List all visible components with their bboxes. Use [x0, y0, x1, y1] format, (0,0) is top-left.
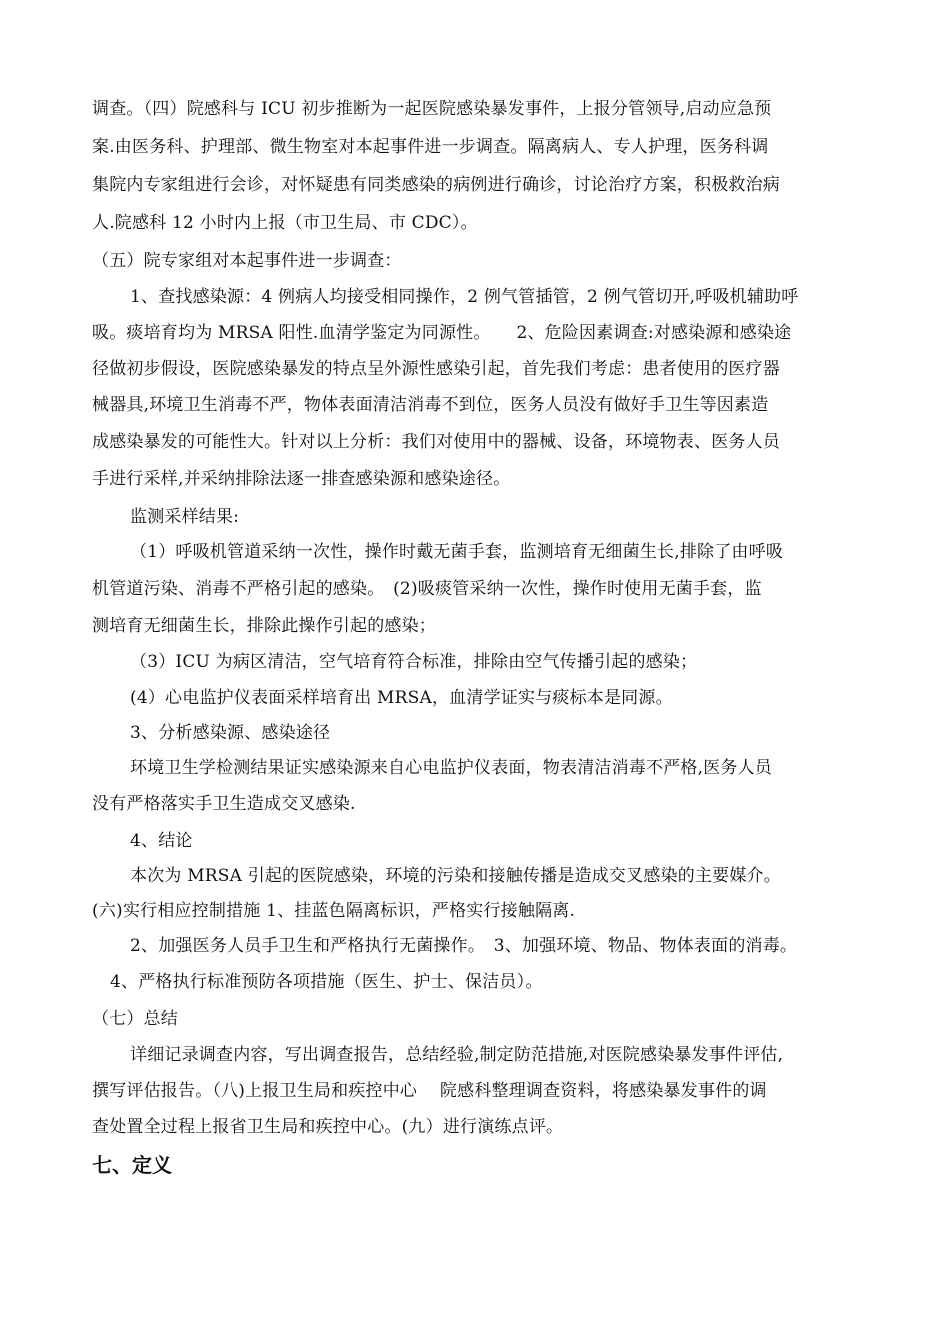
paragraph-line: （1）呼吸机管道采纳一次性，操作时戴无菌手套，监测培育无细菌生长,排除了由呼吸	[130, 542, 784, 562]
paragraph-line: 机管道污染、消毒不严格引起的感染。 (2)吸痰管采纳一次性，操作时使用无菌手套，监	[92, 579, 762, 599]
section-heading: 七、定义	[92, 1153, 172, 1177]
paragraph-line: （七）总结	[92, 1009, 178, 1029]
paragraph-line: 4、严格执行标准预防各项措施（医生、护士、保洁员）。	[110, 972, 543, 992]
paragraph-line: (4）心电监护仪表面采样培育出 MRSA，血清学证实与痰标本是同源。	[130, 688, 673, 708]
paragraph-line: 人.院感科 12 小时内上报（市卫生局、市 CDC）。	[92, 213, 478, 233]
paragraph-line: 4、结论	[130, 831, 193, 851]
paragraph-line: 1、查找感染源：4 例病人均接受相同操作，2 例气管插管，2 例气管切开,呼吸机辅助呼	[130, 287, 799, 307]
paragraph-line: 监测采样结果:	[130, 507, 240, 527]
paragraph-line: 环境卫生学检测结果证实感染源来自心电监护仪表面，物表清洁消毒不严格,医务人员	[130, 758, 773, 778]
paragraph-line: 本次为 MRSA 引起的医院感染，环境的污染和接触传播是造成交叉感染的主要媒介。	[130, 866, 781, 886]
paragraph-line: 3、分析感染源、感染途径	[130, 723, 331, 743]
paragraph-line: 没有严格落实手卫生造成交叉感染.	[92, 794, 356, 814]
paragraph-line: 2、加强医务人员手卫生和严格执行无菌操作。 3、加强环境、物品、物体表面的消毒。	[130, 936, 798, 956]
paragraph-line: 械器具,环境卫生消毒不严，物体表面清洁消毒不到位，医务人员没有做好手卫生等因素造	[92, 395, 769, 415]
paragraph-line: （五）院专家组对本起事件进一步调查：	[92, 251, 402, 271]
paragraph-line: (六)实行相应控制措施 1、挂蓝色隔离标识，严格实行接触隔离.	[92, 901, 576, 921]
paragraph-line: 成感染暴发的可能性大。针对以上分析：我们对使用中的器械、设备，环境物表、医务人员	[92, 432, 780, 452]
paragraph-line: 查处置全过程上报省卫生局和疾控中心。(九）进行演练点评。	[92, 1117, 564, 1137]
paragraph-line: 详细记录调查内容，写出调查报告，总结经验,制定防范措施,对医院感染暴发事件评估,	[130, 1045, 784, 1065]
paragraph-line: 集院内专家组进行会诊，对怀疑患有同类感染的病例进行确诊，讨论治疗方案，积极救治病	[92, 175, 780, 195]
paragraph-line: 手进行采样,并采纳排除法逐一排查感染源和感染途径。	[92, 469, 511, 489]
paragraph-line: 调查。（四）院感科与 ICU 初步推断为一起医院感染暴发事件，上报分管领导,启动应急预	[92, 99, 772, 119]
paragraph-line: （3）ICU 为病区清洁，空气培育符合标准，排除由空气传播引起的感染；	[130, 652, 698, 672]
paragraph-line: 测培育无细菌生长，排除此操作引起的感染；	[92, 616, 436, 636]
paragraph-line: 撰写评估报告。（八)上报卫生局和疾控中心 院感科整理调查资料，将感染暴发事件的调	[92, 1081, 767, 1101]
paragraph-line: 案.由医务科、护理部、微生物室对本起事件进一步调查。隔离病人、专人护理，医务科调	[92, 137, 769, 157]
paragraph-line: 径做初步假设，医院感染暴发的特点呈外源性感染引起，首先我们考虑：患者使用的医疗器	[92, 359, 780, 379]
paragraph-line: 吸。痰培育均为 MRSA 阳性.血清学鉴定为同源性。 2、危险因素调查:对感染源和感染途	[92, 323, 792, 343]
